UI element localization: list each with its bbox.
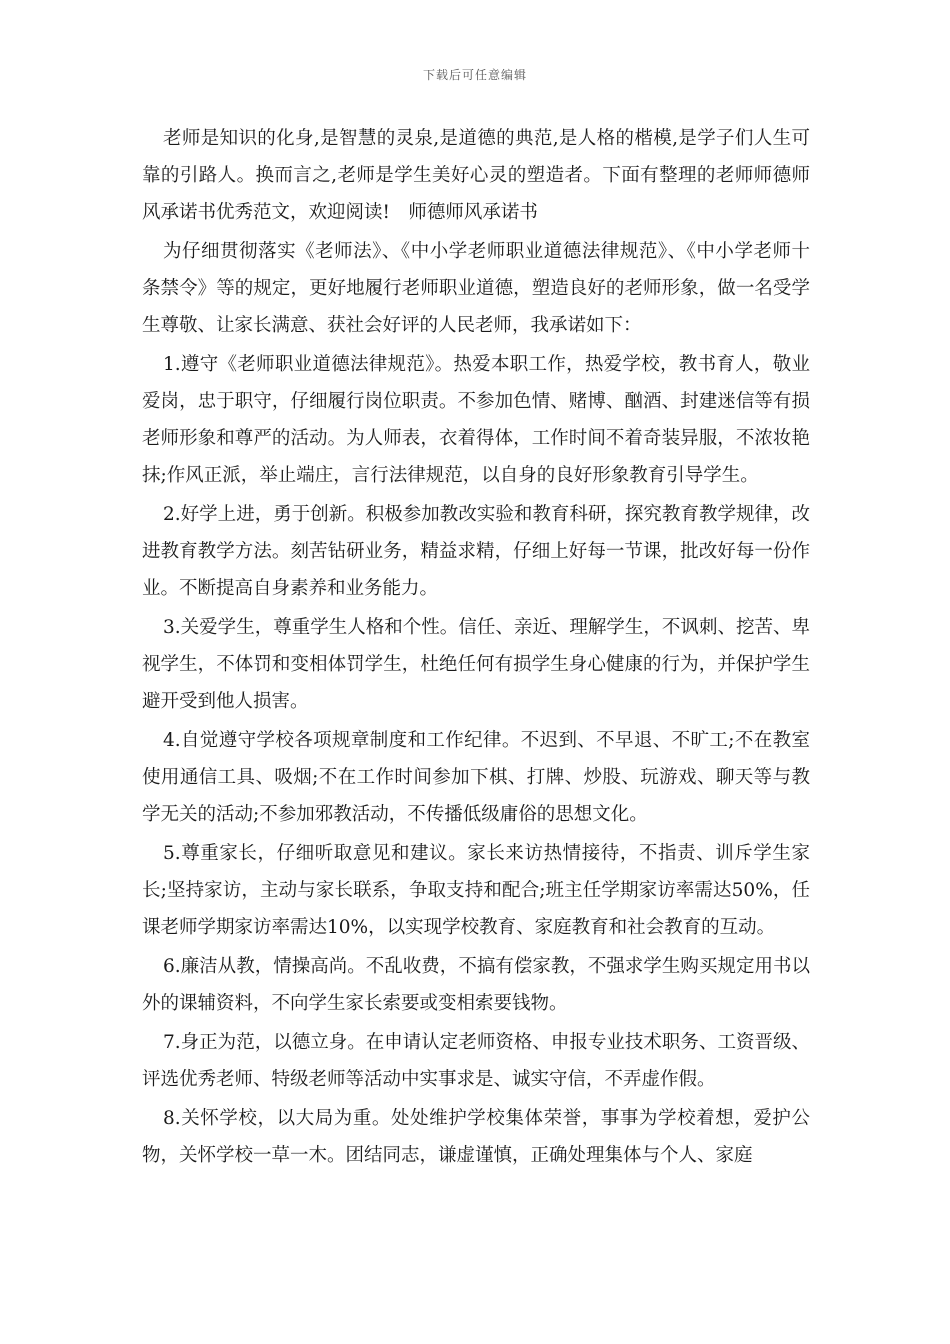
paragraph-item-6: 6.廉洁从教，情操高尚。不乱收费，不搞有偿家教，不强求学生购买规定用书以外的课辅资料，不向学生家长索要或变相索要钱物。: [142, 956, 810, 1014]
paragraph-item-7: 7.身正为范，以德立身。在申请认定老师资格、申报专业技术职务、工资晋级、评选优秀老师、特级老师等活动中实事求是、诚实守信，不弄虚作假。: [142, 1032, 810, 1090]
paragraph-item-8: 8.关怀学校，以大局为重。处处维护学校集体荣誉，事事为学校着想，爱护公物，关怀学校一草一木。团结同志，谦虚谨慎，正确处理集体与个人、家庭: [142, 1108, 810, 1166]
paragraph-item-5: 5.尊重家长，仔细听取意见和建议。家长来访热情接待，不指责、训斥学生家长;坚持家访，主动与家长联系，争取支持和配合;班主任学期家访率需达50%，任课老师学期家访率需达10%，以实现学校教育、家庭教育和社会教育的互动。: [142, 843, 810, 938]
paragraph-item-1: 1.遵守《老师职业道德法律规范》。热爱本职工作，热爱学校，教书育人，敬业爱岗，忠于职守，仔细履行岗位职责。不参加色情、赌博、酗酒、封建迷信等有损老师形象和尊严的活动。为人师表，衣着得体，工作时间不着奇装异服，不浓妆艳抹;作风正派，举止端庄，言行法律规范，以自身的良好形象教育引导学生。: [142, 354, 810, 486]
paragraph-preamble: 为仔细贯彻落实《老师法》、《中小学老师职业道德法律规范》、《中小学老师十条禁令》等的规定，更好地履行老师职业道德，塑造良好的老师形象，做一名受学生尊敬、让家长满意、获社会好评的人民老师，我承诺如下：: [142, 241, 810, 336]
header-note: 下载后可任意编辑: [422, 68, 527, 82]
paragraph-item-3: 3.关爱学生，尊重学生人格和个性。信任、亲近、理解学生，不讽刺、挖苦、卑视学生，不体罚和变相体罚学生，杜绝任何有损学生身心健康的行为，并保护学生避开受到他人损害。: [142, 617, 810, 712]
paragraph-item-4: 4.自觉遵守学校各项规章制度和工作纪律。不迟到、不早退、不旷工;不在教室使用通信工具、吸烟;不在工作时间参加下棋、打牌、炒股、玩游戏、聊天等与教学无关的活动;不参加邪教活动，不传播低级庸俗的思想文化。: [142, 730, 810, 825]
paragraph-item-2: 2.好学上进，勇于创新。积极参加教改实验和教育科研，探究教育教学规律，改进教育教学方法。刻苦钻研业务，精益求精，仔细上好每一节课，批改好每一份作业。不断提高自身素养和业务能力。: [142, 504, 810, 599]
paragraph-intro: 老师是知识的化身,是智慧的灵泉,是道德的典范,是人格的楷模,是学子们人生可靠的引路人。换而言之,老师是学生美好心灵的塑造者。下面有整理的老师师德师风承诺书优秀范文，欢迎阅读! 师德师风承诺书: [142, 128, 810, 223]
document-body: [142, 120, 810, 1176]
